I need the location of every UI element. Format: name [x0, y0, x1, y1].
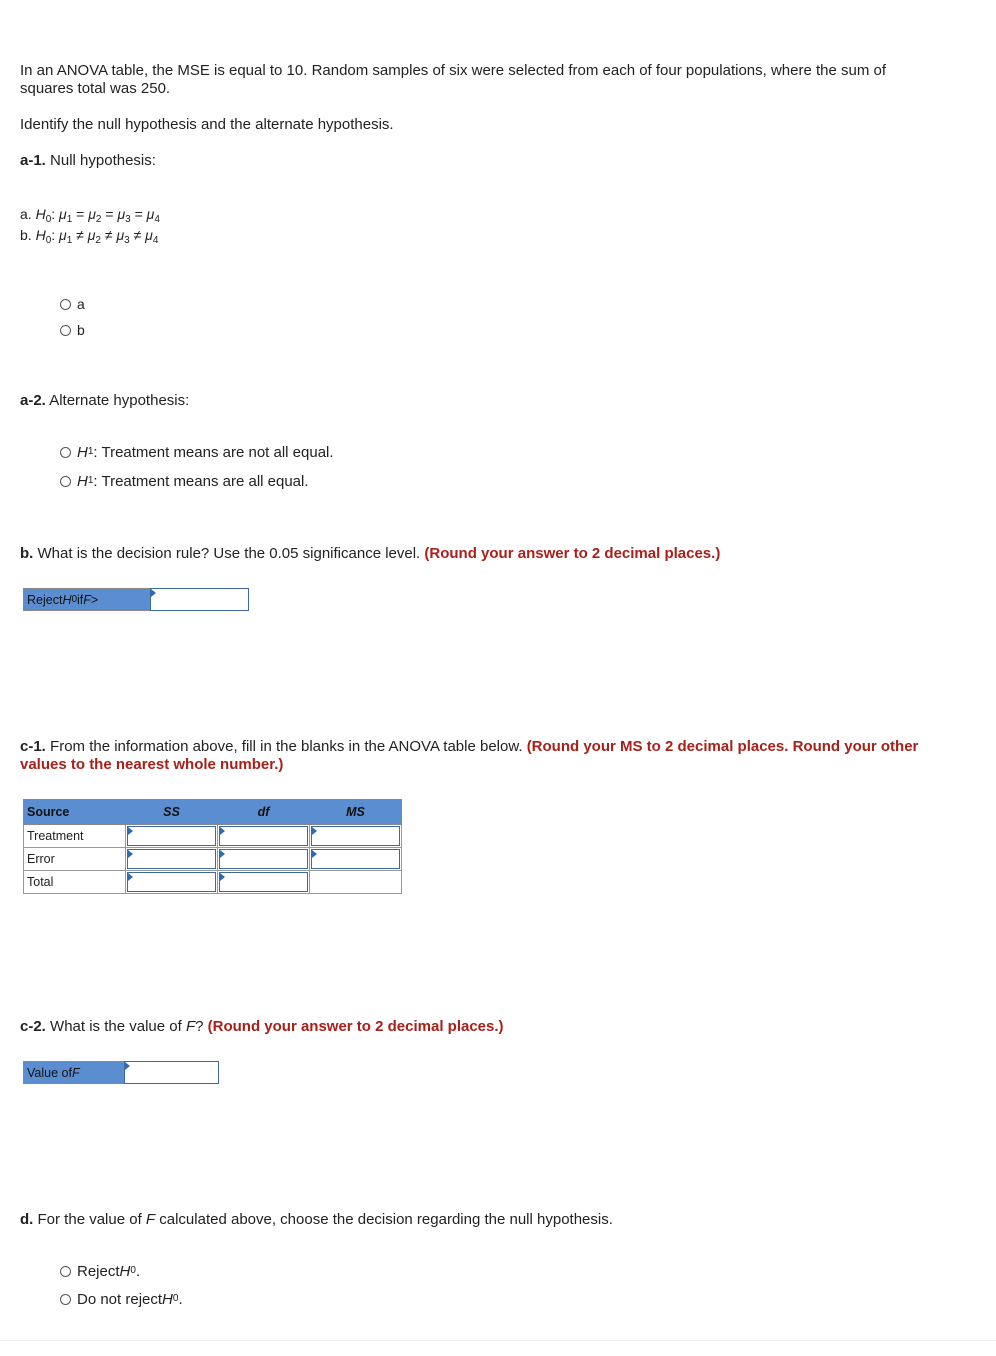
total-ms-empty [310, 871, 402, 894]
b-instruction: (Round your answer to 2 decimal places.) [424, 545, 721, 562]
anova-row-error [24, 848, 402, 871]
treatment-df-input[interactable] [219, 826, 308, 846]
error-ss-input[interactable] [127, 849, 216, 869]
f-value-input[interactable] [124, 1061, 219, 1084]
error-df-input[interactable] [219, 849, 308, 869]
a2-options [60, 440, 334, 493]
question-intro [20, 62, 970, 98]
intro-line-1: In an ANOVA table, the MSE is equal to 10. Random samples of six were selected from each of four populations, where the sum of [20, 62, 887, 79]
a1-prompt [20, 152, 970, 170]
a1-label: a-1. [20, 152, 46, 169]
a2-option-not-all-equal[interactable]: H 1 : Treatment means are not all equal. [60, 440, 334, 464]
c1-label: c-1. [20, 738, 46, 755]
a2-option-all-equal[interactable]: H 1 : Treatment means are all equal. [60, 469, 334, 493]
f-value-label: Value of F [23, 1061, 124, 1084]
decision-rule-row [23, 588, 249, 611]
radio-button[interactable] [60, 476, 71, 487]
d-options [60, 1259, 183, 1311]
a1-option-a[interactable]: a [60, 292, 85, 316]
anova-row-treatment [24, 825, 402, 848]
row-label-total: Total [24, 871, 126, 894]
radio-button[interactable] [60, 325, 71, 336]
radio-button[interactable] [60, 1294, 71, 1305]
hypothesis-b: b. $H_0$: $\mu_1 \ne \mu_2 \ne \mu_3 \ne \mu_4$ [20, 227, 159, 246]
d-label: d. [20, 1211, 34, 1228]
c1-instruction-1: (Round your MS to 2 decimal places. Round your other [526, 738, 919, 755]
b-label: b. [20, 545, 34, 562]
radio-button[interactable] [60, 1266, 71, 1277]
anova-header-row [24, 800, 402, 825]
critical-value-input[interactable] [150, 588, 249, 611]
total-df-input[interactable] [219, 872, 308, 892]
d-option-do-not-reject[interactable]: Do not reject H 0 . [60, 1287, 183, 1311]
a2-text: Alternate hypothesis: [49, 392, 190, 409]
identify-instruction: Identify the null hypothesis and the alternate hypothesis. [20, 116, 394, 133]
radio-button[interactable] [60, 299, 71, 310]
hypothesis-a: a. $H_0$: $\mu_1 = \mu_2 = \mu_3 = \mu_4$ [20, 206, 160, 225]
f-value-row [23, 1061, 219, 1084]
b-prompt [20, 545, 970, 563]
header-source: Source [24, 800, 126, 825]
c1-prompt [20, 738, 970, 774]
a2-prompt [20, 392, 970, 410]
total-ss-input[interactable] [127, 872, 216, 892]
treatment-ss-input[interactable] [127, 826, 216, 846]
c1-instruction-2: values to the nearest whole number.) [20, 756, 284, 773]
treatment-ms-input[interactable] [311, 826, 400, 846]
a1-options [60, 292, 85, 342]
error-ms-input[interactable] [311, 849, 400, 869]
bottom-divider [0, 1340, 996, 1341]
anova-row-total [24, 871, 402, 894]
intro-line-2: squares total was 250. [20, 80, 171, 97]
a1-text: Null hypothesis: [50, 152, 156, 169]
decision-rule-label: Reject H 0 if F > [23, 588, 150, 611]
header-df: df [218, 800, 310, 825]
header-ms: MS [310, 800, 402, 825]
c2-prompt: c-2. What is the value of F? (Round your answer to 2 decimal places.) [20, 1018, 504, 1035]
d-option-reject[interactable]: Reject H 0 . [60, 1259, 183, 1283]
header-ss: SS [126, 800, 218, 825]
d-prompt: d. For the value of F calculated above, choose the decision regarding the null hypothesis. [20, 1211, 613, 1228]
null-hypotheses-list [20, 204, 160, 246]
b-text: What is the decision rule? Use the 0.05 significance level. [37, 545, 421, 562]
a2-label: a-2. [20, 392, 46, 409]
row-label-error: Error [24, 848, 126, 871]
a1-option-b[interactable]: b [60, 318, 85, 342]
c2-label: c-2. [20, 1018, 46, 1035]
c1-text: From the information above, fill in the blanks in the ANOVA table below. [50, 738, 523, 755]
row-label-treatment: Treatment [24, 825, 126, 848]
c2-instruction: (Round your answer to 2 decimal places.) [207, 1018, 504, 1035]
radio-button[interactable] [60, 447, 71, 458]
anova-table [23, 799, 402, 894]
